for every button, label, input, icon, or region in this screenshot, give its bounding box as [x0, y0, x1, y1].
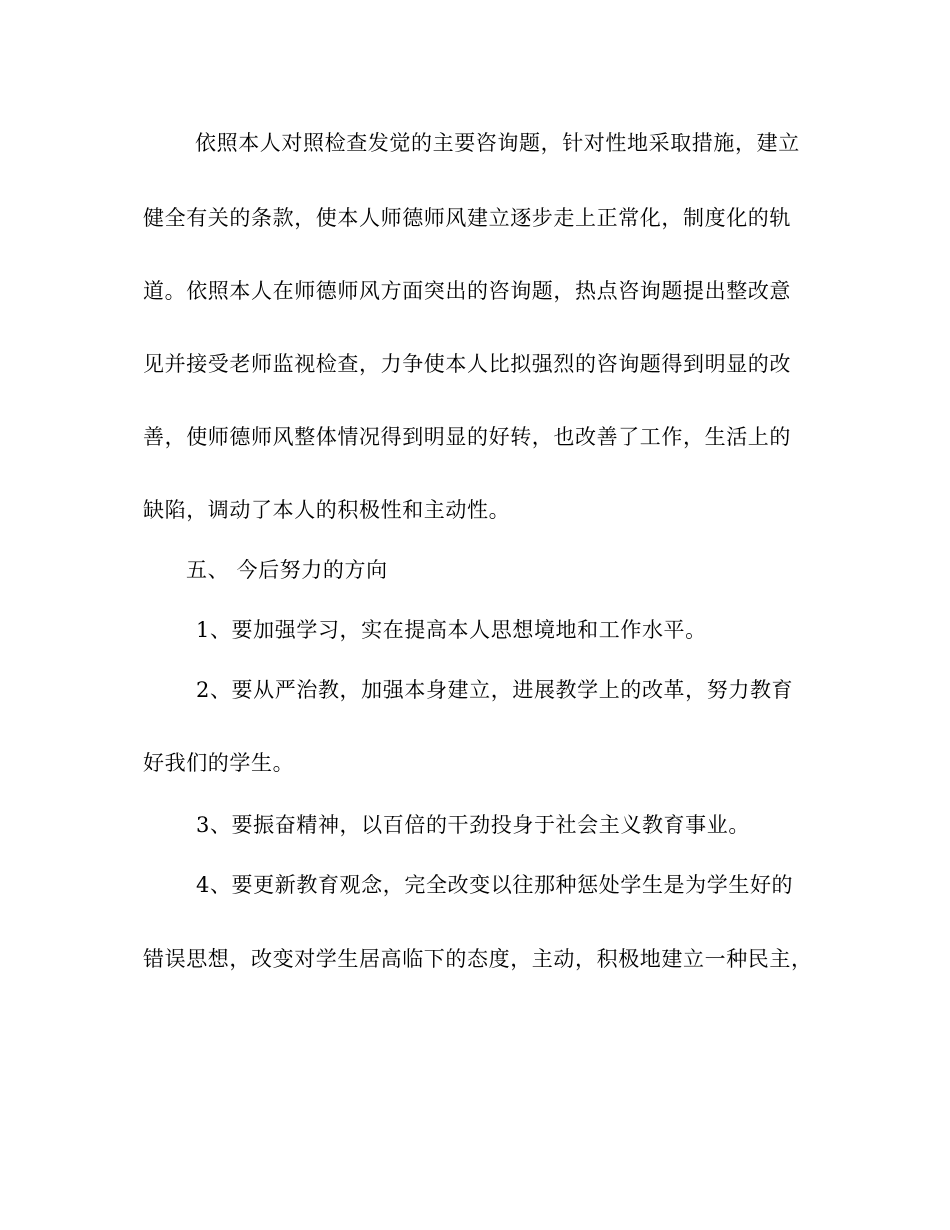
list-item: 1、要加强学习，实在提高本人思想境地和工作水平。	[196, 618, 707, 642]
paragraph-line: 见并接受老师监视检查，力争使本人比拟强烈的咨询题得到明显的改	[143, 352, 791, 376]
paragraph-line: 缺陷，调动了本人的积极性和主动性。	[143, 498, 511, 522]
list-item: 3、要振奋精神，以百倍的干劲投身于社会主义教育事业。	[196, 813, 750, 837]
section-heading: 五、 今后努力的方向	[186, 558, 388, 582]
paragraph-line: 善，使师德师风整体情况得到明显的好转，也改善了工作，生活上的	[143, 425, 791, 449]
list-item: 4、要更新教育观念，完全改变以往那种惩处学生是为学生好的	[196, 873, 794, 897]
paragraph-line: 依照本人对照检查发觉的主要咨询题，针对性地采取措施，建立	[195, 131, 800, 155]
list-item-continuation: 错误思想，改变对学生居高临下的态度，主动，积极地建立一种民主，	[143, 947, 813, 971]
paragraph-line: 道。依照本人在师德师风方面突出的咨询题，热点咨询题提出整改意	[143, 279, 791, 303]
list-item: 2、要从严治教，加强本身建立，进展教学上的改革，努力教育	[196, 678, 794, 702]
paragraph-line: 健全有关的条款，使本人师德师风建立逐步走上正常化，制度化的轨	[143, 206, 791, 230]
list-item-continuation: 好我们的学生。	[143, 751, 295, 775]
